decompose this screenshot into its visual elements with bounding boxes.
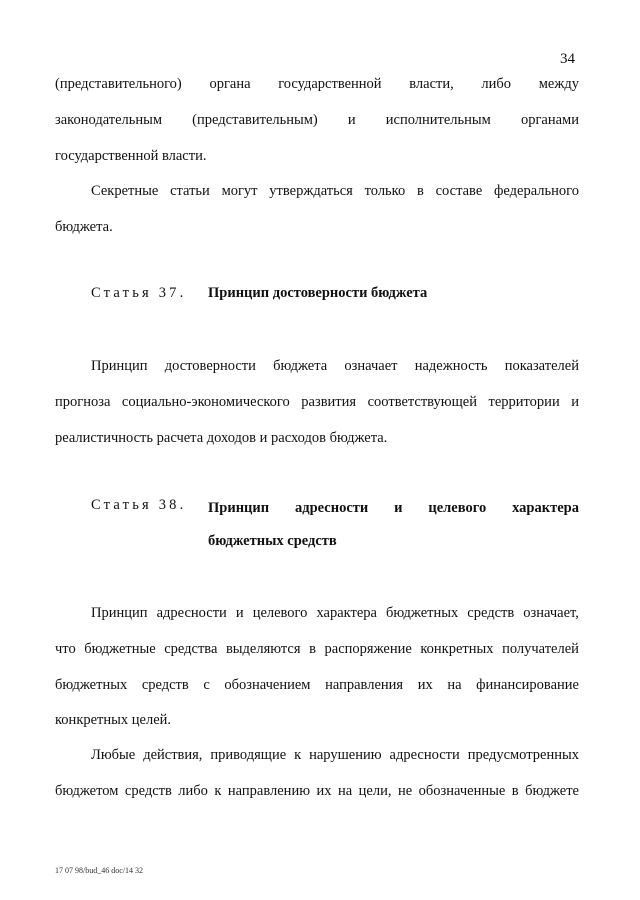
word: на xyxy=(447,677,462,693)
text-line: государственной власти. xyxy=(55,148,207,164)
word: либо xyxy=(481,76,512,92)
word: статьи xyxy=(170,183,210,199)
word: адресности xyxy=(295,500,369,516)
word: в xyxy=(417,183,424,199)
word: действия, xyxy=(143,747,203,763)
word: законодательным xyxy=(55,112,163,128)
text-line xyxy=(55,73,579,95)
word: их xyxy=(316,783,332,799)
word: в xyxy=(309,641,316,657)
word: показателей xyxy=(504,358,579,374)
word: власти, xyxy=(409,76,454,92)
text-line: реалистичность расчета доходов и расходов бюджета. xyxy=(55,430,388,446)
page-number: 34 xyxy=(560,51,575,67)
word: средства xyxy=(164,641,218,657)
word: нарушению xyxy=(309,747,382,763)
word: и xyxy=(571,394,579,410)
text-line xyxy=(91,355,579,377)
word: Принцип xyxy=(91,605,148,621)
word: бюджетом xyxy=(55,783,119,799)
text-line: конкретных целей. xyxy=(55,712,172,728)
word: характера xyxy=(512,500,579,516)
word: к xyxy=(214,783,222,799)
word: предусмотренных xyxy=(467,747,579,763)
word: финансирование xyxy=(476,677,579,693)
word: бюджетных xyxy=(55,677,128,693)
word: (представительным) xyxy=(192,112,318,128)
word: органа xyxy=(209,76,251,92)
article-37-title: Принцип достоверности бюджета xyxy=(208,285,428,301)
word: (представительного) xyxy=(55,76,182,92)
word: и xyxy=(394,500,403,516)
text-line xyxy=(55,638,579,660)
word: исполнительным xyxy=(385,112,491,128)
word: обозначением xyxy=(224,677,311,693)
word: Любые xyxy=(91,747,136,763)
word: социально-экономического xyxy=(121,394,290,410)
text-line xyxy=(55,391,579,413)
word: что xyxy=(55,641,76,657)
word: прогноза xyxy=(55,394,111,410)
word: обозначенные xyxy=(418,783,506,799)
word: не xyxy=(397,783,413,799)
word: федерального xyxy=(494,183,579,199)
word: Принцип xyxy=(208,500,270,516)
text-line xyxy=(91,180,579,202)
word: территории xyxy=(488,394,560,410)
word: достоверности xyxy=(164,358,256,374)
word: приводящие xyxy=(210,747,287,763)
text-line xyxy=(55,109,579,131)
word: бюджетные xyxy=(84,641,156,657)
article-38-label: Статья 38. xyxy=(91,497,187,513)
word: выделяются xyxy=(225,641,301,657)
word: означает, xyxy=(523,605,579,621)
text-line xyxy=(91,744,579,766)
word: адресности xyxy=(389,747,460,763)
word: соответствующей xyxy=(367,394,477,410)
word: средств xyxy=(467,605,515,621)
word: могут xyxy=(221,183,258,199)
article-37-label: Статья 37. xyxy=(91,285,187,301)
text-line: бюджета. xyxy=(55,219,113,235)
word: и xyxy=(235,605,244,621)
word: означает xyxy=(344,358,398,374)
word: направления xyxy=(325,677,404,693)
word: Принцип xyxy=(91,358,148,374)
word: на xyxy=(338,783,353,799)
document-footer: 17 07 98/bud_46 doc/14 32 xyxy=(55,866,143,875)
word: либо xyxy=(178,783,208,799)
word: распоряжение xyxy=(324,641,412,657)
word: целевого xyxy=(428,500,487,516)
word: средств xyxy=(124,783,172,799)
word: адресности xyxy=(156,605,227,621)
word: целевого xyxy=(252,605,308,621)
article-38-title-cont: бюджетных средств xyxy=(208,533,337,549)
word: цели, xyxy=(358,783,392,799)
word: бюджете xyxy=(525,783,579,799)
word: получателей xyxy=(502,641,579,657)
word: их xyxy=(417,677,433,693)
word: направлению xyxy=(227,783,311,799)
word: бюджета xyxy=(273,358,328,374)
word: в xyxy=(511,783,519,799)
word: Секретные xyxy=(91,183,159,199)
word: между xyxy=(538,76,579,92)
word: надежность xyxy=(414,358,488,374)
word: утверждаться xyxy=(269,183,353,199)
word: к xyxy=(294,747,302,763)
word: бюджетных xyxy=(386,605,459,621)
text-line xyxy=(55,780,579,802)
word: характера xyxy=(316,605,377,621)
word: составе xyxy=(435,183,483,199)
word: средств xyxy=(141,677,189,693)
word: государственной xyxy=(278,76,382,92)
word: и xyxy=(347,112,356,128)
word: с xyxy=(203,677,210,693)
text-line xyxy=(91,602,579,624)
article-38-title xyxy=(208,497,579,519)
word: конкретных xyxy=(420,641,494,657)
word: органами xyxy=(520,112,579,128)
word: развития xyxy=(301,394,357,410)
word: только xyxy=(364,183,406,199)
text-line xyxy=(55,674,579,696)
